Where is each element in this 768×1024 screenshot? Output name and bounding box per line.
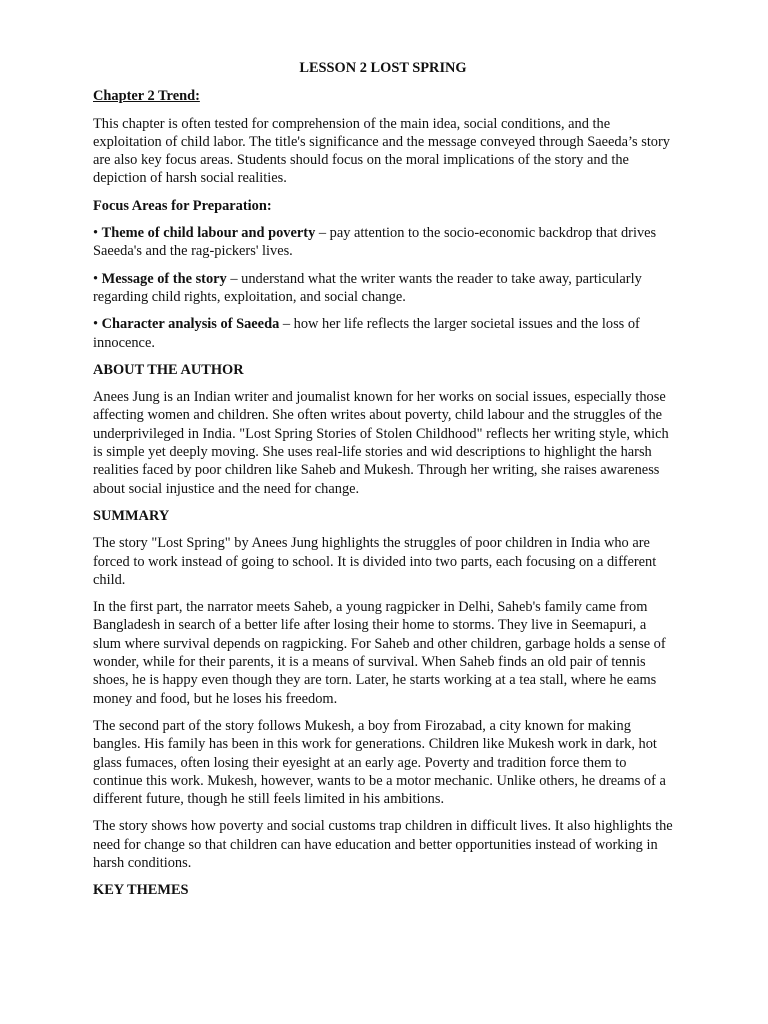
focus-item-child-labour	[93, 224, 673, 261]
chapter-intro-paragraph: This chapter is often tested for comprehension of the main idea, social conditions, and the exploitation of child labor. The title's significance and the message conveyed through Saeeda’s story are also key focus areas. Students should focus on the moral implications of the story and the depiction of harsh social realities.	[93, 115, 670, 187]
chapter-heading: Chapter 2 Trend:	[93, 88, 200, 105]
about-author-heading: ABOUT THE AUTHOR	[93, 361, 244, 378]
bullet-glyph: •	[93, 225, 99, 242]
key-themes-heading: KEY THEMES	[93, 882, 189, 899]
focus-item-character	[93, 315, 673, 352]
bullet-glyph: •	[93, 270, 99, 287]
focus-item-text: – understand what the writer wants the reader to take away, particularly regarding child rights, exploitation, and social change.	[93, 270, 642, 305]
document-page	[93, 59, 673, 909]
focus-item-message	[93, 270, 673, 307]
focus-item-label: Character analysis of Saeeda	[101, 316, 280, 333]
focus-item-label: Theme of child labour and poverty	[101, 225, 316, 242]
focus-item-text: – pay attention to the socio-economic backdrop that drives Saeeda's and the rag-pickers' lives.	[93, 225, 657, 260]
summary-paragraph: In the first part, the narrator meets Saheb, a young ragpicker in Delhi, Saheb's family came from Bangladesh in search of a better life after losing their home to storms. They live in Seemapuri, a slum where survival depends on ragpicking. For Saheb and other children, garbage holds a sense of wonder, while for their parents, it is a means of survival. When Saheb finds an old pair of tennis shoes, he is happy even though they are torn. Later, he starts working at a tea stall, where he eams money and food, but he loses his freedom.	[93, 599, 666, 707]
summary-paragraph: The story "Lost Spring" by Anees Jung highlights the struggles of poor children in India who are forced to work instead of going to school. It is divided into two parts, each focusing on a different child.	[93, 535, 657, 588]
focus-areas-heading: Focus Areas for Preparation:	[93, 197, 272, 214]
focus-item-text: – how her life reflects the larger societal issues and the loss of innocence.	[93, 316, 640, 351]
summary-paragraph: The story shows how poverty and social customs trap children in difficult lives. It also highlights the need for change so that children can have education and better opportunities instead of working in harsh conditions.	[93, 818, 673, 871]
document-title: LESSON 2 LOST SPRING	[299, 60, 467, 76]
bullet-glyph: •	[93, 316, 99, 333]
about-author-paragraph: Anees Jung is an Indian writer and joumalist known for her works on social issues, especially those affecting women and children. She often writes about poverty, child labour and the struggles of the underprivileged in India. "Lost Spring Stories of Stolen Childhood" reflects her writing style, which is simple yet deeply moving. She uses real-life stories and wid descriptions to highlight the harsh realities faced by poor children like Saheb and Mukesh. Through her writing, she raises awareness about social injustice and the need for change.	[93, 389, 669, 497]
summary-heading: SUMMARY	[93, 507, 170, 524]
summary-paragraph: The second part of the story follows Mukesh, a boy from Firozabad, a city known for making bangles. His family has been in this work for generations. Children like Mukesh work in dark, hot glass fumaces, often losing their eyesight at an early age. Poverty and tradition force them to continue this work. Mukesh, however, wants to be a motor mechanic. Unlike others, he dreams of a different future, though he still feels limited in his ambitions.	[93, 717, 666, 808]
focus-item-label: Message of the story	[101, 270, 227, 287]
